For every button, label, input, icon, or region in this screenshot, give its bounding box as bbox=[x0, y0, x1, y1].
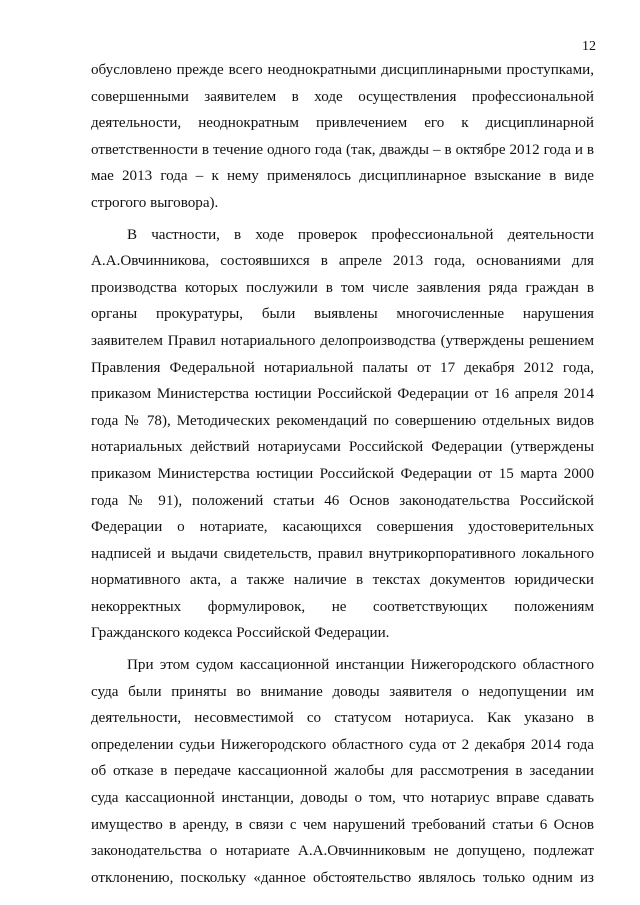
document-body bbox=[91, 57, 594, 891]
paragraph-inspections: В частности, в ходе проверок профессиональной деятельности А.А.Овчинникова, состоявшихся в апреле 2013 года, основаниями для производства которых послужили в том числе заявления ряда граждан в органы прокуратуры, были выявлены многочисленные нарушения заявителем Правил нотариального делопроизводства (утверждены решением Правления Федеральной нотариальной палаты от 17 декабря 2012 года, приказом Министерства юстиции Российской Федерации от 16 апреля 2014 года № 78), Методических рекомендаций по совершению отдельных видов нотариальных действий нотариусами Российской Федерации (утверждены приказом Министерства юстиции Российской Федерации от 15 марта 2000 года № 91), положений статьи 46 Основ законодательства Российской Федерации о нотариате, касающихся совершения удостоверительных надписей и выдачи свидетельств, правил внутрикорпоративного локального нормативного акта, а также наличие в текстах документов юридически некорректных формулировок, не соответствующих положениям Гражданского кодекса Российской Федерации. bbox=[91, 226, 594, 642]
paragraph-cassation: При этом судом кассационной инстанции Нижегородского областного суда были приняты во внимание доводы заявителя о недопущении им деятельности, несовместимой со статусом нотариуса. Как указано в определении судьи Нижегородского областного суда от 2 декабря 2014 года об отказе в передаче кассационной жалобы для рассмотрения в заседании суда кассационной инстанции, доводы о том, что нотариус вправе сдавать имущество в аренду, в связи с чем нарушений требований статьи 6 Основ законодательства о нотариате А.А.Овчинниковым не допущено, подлежат отклонению, поскольку «данное обстоятельство являлось только одним из bbox=[91, 657, 594, 886]
page-number: 12 bbox=[582, 39, 596, 54]
paragraph-continuation: обусловлено прежде всего неоднократными дисциплинарными проступками, совершенными заявителем в ходе осуществления профессиональной деятельности, неоднократным привлечением его к дисциплинарной ответственности в течение одного года (так, дважды – в октябре 2012 года и в мае 2013 года – к нему применялось дисциплинарное взыскание в виде строгого выговора). bbox=[91, 62, 594, 211]
